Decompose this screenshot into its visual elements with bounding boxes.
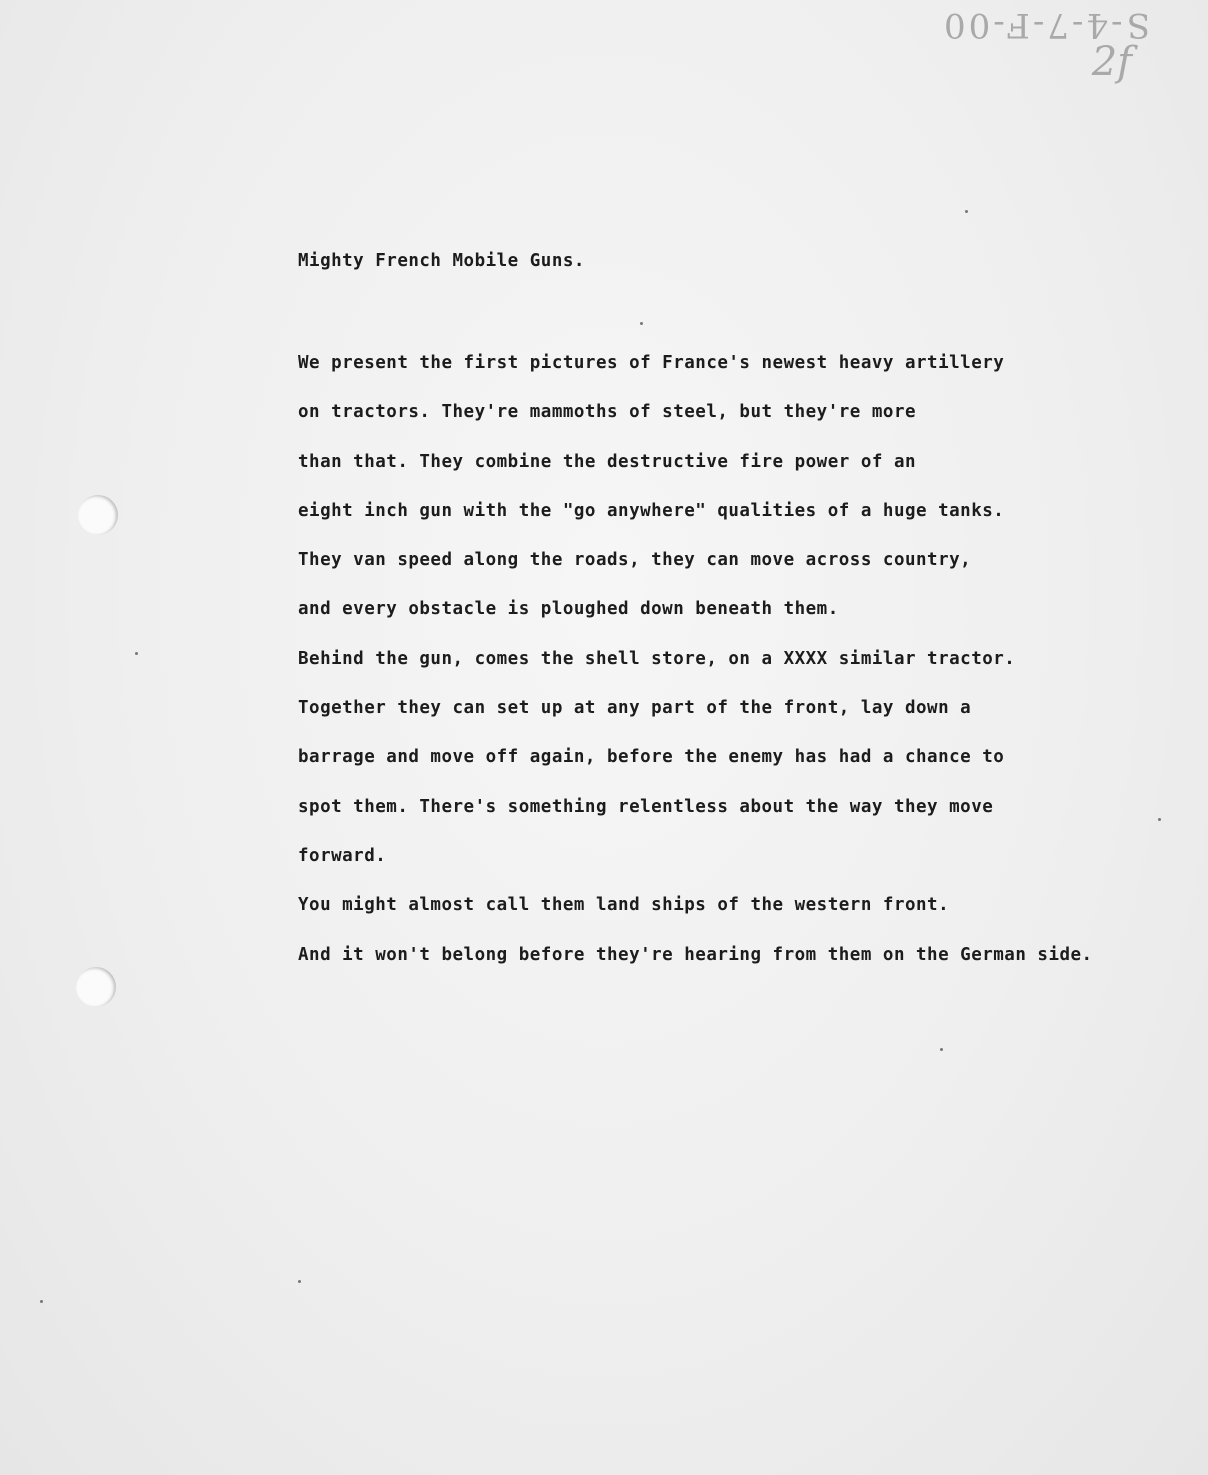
paper-speck [298, 1280, 301, 1283]
text-line: Behind the gun, comes the shell store, on a XXXX similar tractor. [298, 648, 1016, 669]
text-line: spot them. There's something relentless about the way they move [298, 796, 994, 817]
text-line: eight inch gun with the "go anywhere" qualities of a huge tanks. [298, 500, 1005, 521]
text-line: barrage and move off again, before the enemy has had a chance to [298, 747, 1005, 768]
punch-hole-top [78, 495, 118, 535]
text-line: They van speed along the roads, they can move across country, [298, 550, 972, 571]
typed-document [298, 246, 1198, 989]
paper-speck [135, 652, 138, 655]
text-line: than that. They combine the destructive fire power of an [298, 451, 917, 472]
archive-number: 2f [1091, 39, 1132, 85]
text-line: on tractors. They're mammoths of steel, but they're more [298, 402, 917, 423]
paper-speck [940, 1048, 943, 1051]
text-line: and every obstacle is ploughed down beneath them. [298, 599, 839, 620]
archive-code: S-4-7-F-00 [940, 5, 1150, 45]
punch-hole-bottom [76, 967, 116, 1007]
text-line: forward. [298, 845, 387, 866]
text-line: You might almost call them land ships of the western front. [298, 895, 950, 916]
paper-speck [965, 210, 968, 213]
text-line: Together they can set up at any part of the front, lay down a [298, 698, 972, 719]
paper-speck [40, 1300, 43, 1303]
document-title: Mighty French Mobile Guns. [298, 251, 585, 271]
text-line: We present the first pictures of France's newest heavy artillery [298, 353, 1005, 373]
archive-stamp [940, 5, 1150, 85]
text-line: And it won't belong before they're hearing from them on the German side. [298, 944, 1093, 965]
